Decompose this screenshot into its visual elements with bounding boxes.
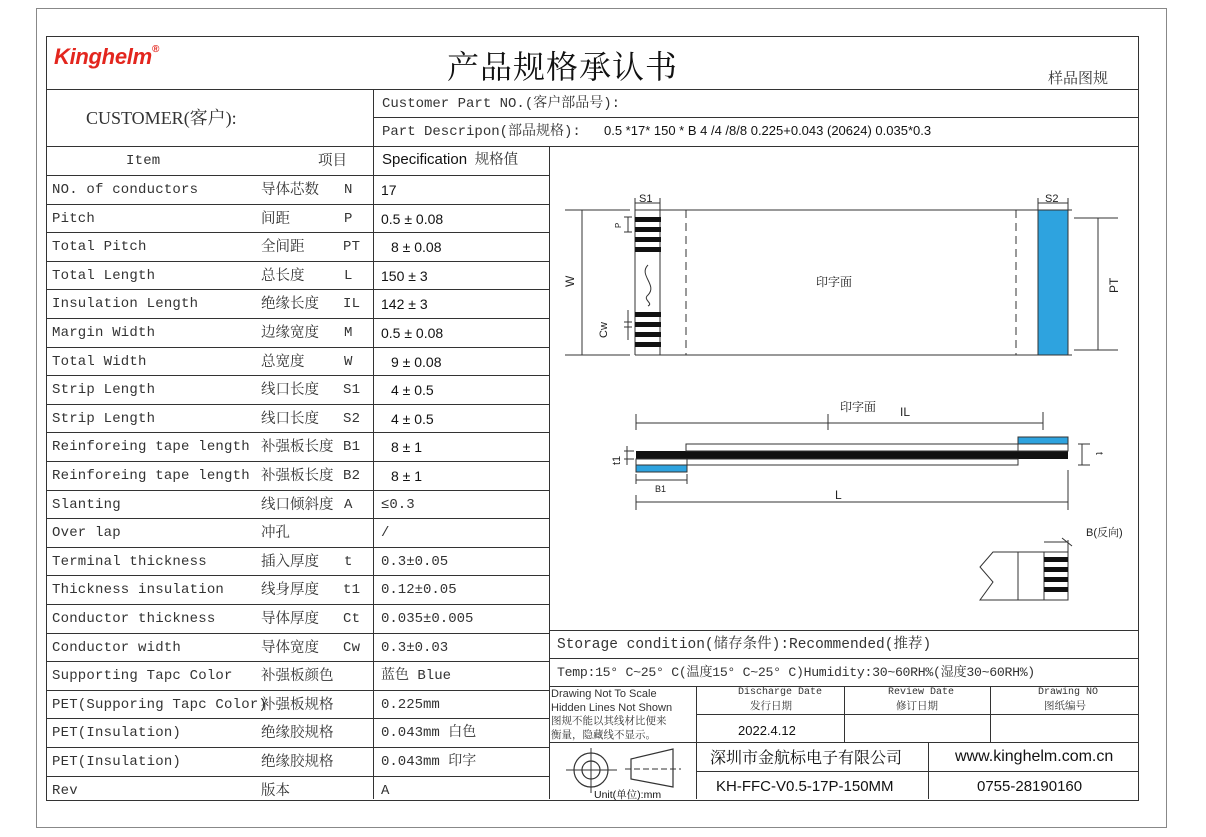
row-item-symbol: t1 <box>343 582 361 598</box>
row-item-symbol: S2 <box>343 411 361 427</box>
row-spec-value: A <box>381 783 390 799</box>
row-item-symbol: IL <box>343 296 361 312</box>
dim-label-s2: S2 <box>1045 193 1059 205</box>
row-item-symbol: N <box>344 182 353 198</box>
row-item-cn: 总长度 <box>261 268 305 284</box>
row-item-en: Total Length <box>52 268 156 284</box>
row-item-symbol: t <box>344 554 353 570</box>
row-item-cn: 间距 <box>261 211 290 227</box>
row-spec-value: 0.12±0.05 <box>381 582 457 598</box>
cable-drawing <box>550 147 1138 629</box>
drawing-no-label-en: Drawing NO <box>1038 687 1099 698</box>
row-item-en: Conductor thickness <box>52 611 216 627</box>
row-item-cn: 导体厚度 <box>261 611 319 627</box>
row-item-en: Supporting Tapc Color <box>52 668 233 684</box>
row-item-en: NO. of conductors <box>52 182 199 198</box>
row-item-cn: 线口倾斜度 <box>261 497 334 513</box>
note-drawing-not-to-scale: Drawing Not To Scale <box>551 688 657 700</box>
dim-label-w: W <box>563 275 577 287</box>
row-spec-value: 0.3±0.05 <box>381 554 449 570</box>
row-item-cn: 绝缘胶规格 <box>261 725 334 741</box>
row-item-en: Thickness insulation <box>52 582 225 598</box>
row-item-symbol: Ct <box>343 611 361 627</box>
company-name: 深圳市金航标电子有限公司 <box>710 748 903 767</box>
row-item-en: Margin Width <box>52 325 156 341</box>
row-item-symbol: S1 <box>343 382 361 398</box>
conductor-stripes-top <box>635 217 661 347</box>
detail-b-reverse-label: B(反向) <box>1086 527 1123 539</box>
table-header-item: Item <box>126 153 161 169</box>
row-spec-value: 0.5 ± 0.08 <box>381 211 444 227</box>
row-item-cn: 线身厚度 <box>261 582 319 598</box>
customer-label: CUSTOMER(客户): <box>86 108 237 128</box>
row-item-en: Strip Length <box>52 411 156 427</box>
row-item-cn: 边缘宽度 <box>261 325 319 341</box>
row-item-cn: 冲孔 <box>261 525 290 541</box>
customer-part-no-label: Customer Part NO.(客户部品号): <box>382 96 621 112</box>
row-spec-value: 4 ± 0.5 <box>391 411 434 427</box>
row-spec-value: 9 ± 0.08 <box>391 354 442 370</box>
row-item-cn: 插入厚度 <box>261 554 319 570</box>
phone-number: 0755-28190160 <box>977 778 1083 795</box>
row-item-en: Insulation Length <box>52 296 199 312</box>
row-spec-value: 0.3±0.03 <box>381 640 449 656</box>
row-spec-value: 蓝色 Blue <box>381 668 452 684</box>
row-item-symbol: A <box>344 497 353 513</box>
row-spec-value: 150 ± 3 <box>381 268 428 284</box>
row-spec-value: 8 ± 0.08 <box>391 239 442 255</box>
row-spec-value: 142 ± 3 <box>381 296 428 312</box>
note-hidden-lines: Hidden Lines Not Shown <box>551 702 673 714</box>
dim-label-p: P <box>614 222 623 228</box>
part-description-value: 0.5 *17* 150 * B 4 /4 /8/8 0.225+0.043 (20624) 0.035*0.3 <box>604 123 932 138</box>
discharge-date-value: 2022.4.12 <box>738 723 796 738</box>
row-item-en: Strip Length <box>52 382 156 398</box>
storage-condition-detail: Temp:15° C~25° C(温度15° C~25° C)Humidity:30~60RH%(湿度30~60RH%) <box>557 665 1035 680</box>
row-item-cn: 补强板长度 <box>261 468 334 484</box>
row-item-en: Slanting <box>52 497 121 513</box>
dim-label-t1: t1 <box>611 455 623 465</box>
row-spec-value: 0.5 ± 0.08 <box>381 325 444 341</box>
row-item-en: Rev <box>52 783 78 799</box>
row-item-en: PET(Insulation) <box>52 754 182 770</box>
row-item-en: Total Pitch <box>52 239 147 255</box>
row-spec-value: ≤0.3 <box>381 497 415 513</box>
drawing-no-label-cn: 图纸编号 <box>1044 700 1086 712</box>
row-item-symbol: W <box>344 354 353 370</box>
part-code: KH-FFC-V0.5-17P-150MM <box>716 778 894 795</box>
dim-label-pt: PT <box>1107 277 1121 293</box>
row-item-cn: 绝缘胶规格 <box>261 754 334 770</box>
note-cn-2: 衡量，隐藏线不显示。 <box>551 729 656 741</box>
storage-condition-title: Storage condition(储存条件):Recommended(推荐) <box>557 637 932 653</box>
row-spec-value: 0.043mm 印字 <box>381 754 477 770</box>
row-item-cn: 补强板颜色 <box>261 668 334 684</box>
row-item-cn: 全间距 <box>261 239 305 255</box>
company-website: www.kinghelm.com.cn <box>955 748 1114 765</box>
row-spec-value: 4 ± 0.5 <box>391 382 434 398</box>
dim-label-b1: B1 <box>655 484 667 494</box>
dim-label-t: t <box>1093 452 1104 455</box>
row-item-cn: 导体宽度 <box>261 640 319 656</box>
dim-label-s1: S1 <box>639 193 653 205</box>
review-date-label-en: Review Date <box>888 687 955 698</box>
table-header-spec-en: Specification <box>382 151 468 168</box>
dim-label-l: L <box>835 488 842 502</box>
brand-logo <box>54 44 159 70</box>
row-spec-value: 8 ± 1 <box>391 468 423 484</box>
row-item-en: Terminal thickness <box>52 554 207 570</box>
discharge-date-label-en: Discharge Date <box>738 687 823 698</box>
row-item-en: PET(Supporing Tapc Color) <box>52 697 268 713</box>
row-item-symbol: PT <box>343 239 361 255</box>
row-item-en: Over lap <box>52 525 121 541</box>
row-item-cn: 补强板规格 <box>261 697 334 713</box>
row-item-en: Reinforeing tape length <box>52 468 250 484</box>
row-item-symbol: B2 <box>343 468 361 484</box>
discharge-date-label-cn: 发行日期 <box>750 700 792 712</box>
table-header-spec-cn: 规格值 <box>474 152 519 168</box>
corner-label: 样品图规 <box>1048 69 1109 87</box>
registered-mark: ® <box>151 44 159 55</box>
page-title: 产品规格承认书 <box>447 48 679 86</box>
row-item-cn: 绝缘长度 <box>261 296 319 312</box>
print-face-label: 印字面 <box>816 275 853 289</box>
row-item-symbol: L <box>344 268 353 284</box>
row-spec-value: 8 ± 1 <box>391 439 423 455</box>
print-face-label-side: 印字面 <box>840 400 877 414</box>
table-header-spec <box>382 151 518 169</box>
note-cn-1: 图规不能以其线材比便来 <box>551 715 667 727</box>
row-spec-value: 0.225mm <box>381 697 440 713</box>
row-spec-value: 0.035±0.005 <box>381 611 474 627</box>
brand-logo-text: Kinghelm <box>54 44 152 69</box>
dim-label-cw: Cw <box>598 322 610 338</box>
row-item-en: Total Width <box>52 354 147 370</box>
dim-label-il: IL <box>900 405 911 419</box>
row-item-cn: 版本 <box>261 783 290 799</box>
row-item-en: PET(Insulation) <box>52 725 182 741</box>
row-item-cn: 线口长度 <box>261 411 319 427</box>
row-spec-value: / <box>381 525 390 541</box>
part-description-label: Part Descripon(部品规格): <box>382 124 581 140</box>
row-item-symbol: B1 <box>343 439 361 455</box>
review-date-label-cn: 修订日期 <box>896 700 938 712</box>
row-item-cn: 总宽度 <box>261 354 305 370</box>
row-item-en: Pitch <box>52 211 96 227</box>
row-item-en: Reinforeing tape length <box>52 439 250 455</box>
row-spec-value: 17 <box>381 182 397 198</box>
row-item-symbol: M <box>344 325 353 341</box>
row-spec-value: 0.043mm 白色 <box>381 725 477 741</box>
row-item-cn: 补强板长度 <box>261 439 334 455</box>
row-item-en: Conductor width <box>52 640 182 656</box>
row-item-cn: 线口长度 <box>261 382 319 398</box>
table-header-item-cn: 项目 <box>318 153 347 169</box>
row-item-symbol: P <box>344 211 353 227</box>
unit-label: Unit(单位):mm <box>594 789 662 801</box>
row-item-cn: 导体芯数 <box>261 182 319 198</box>
row-item-symbol: Cw <box>343 640 361 656</box>
